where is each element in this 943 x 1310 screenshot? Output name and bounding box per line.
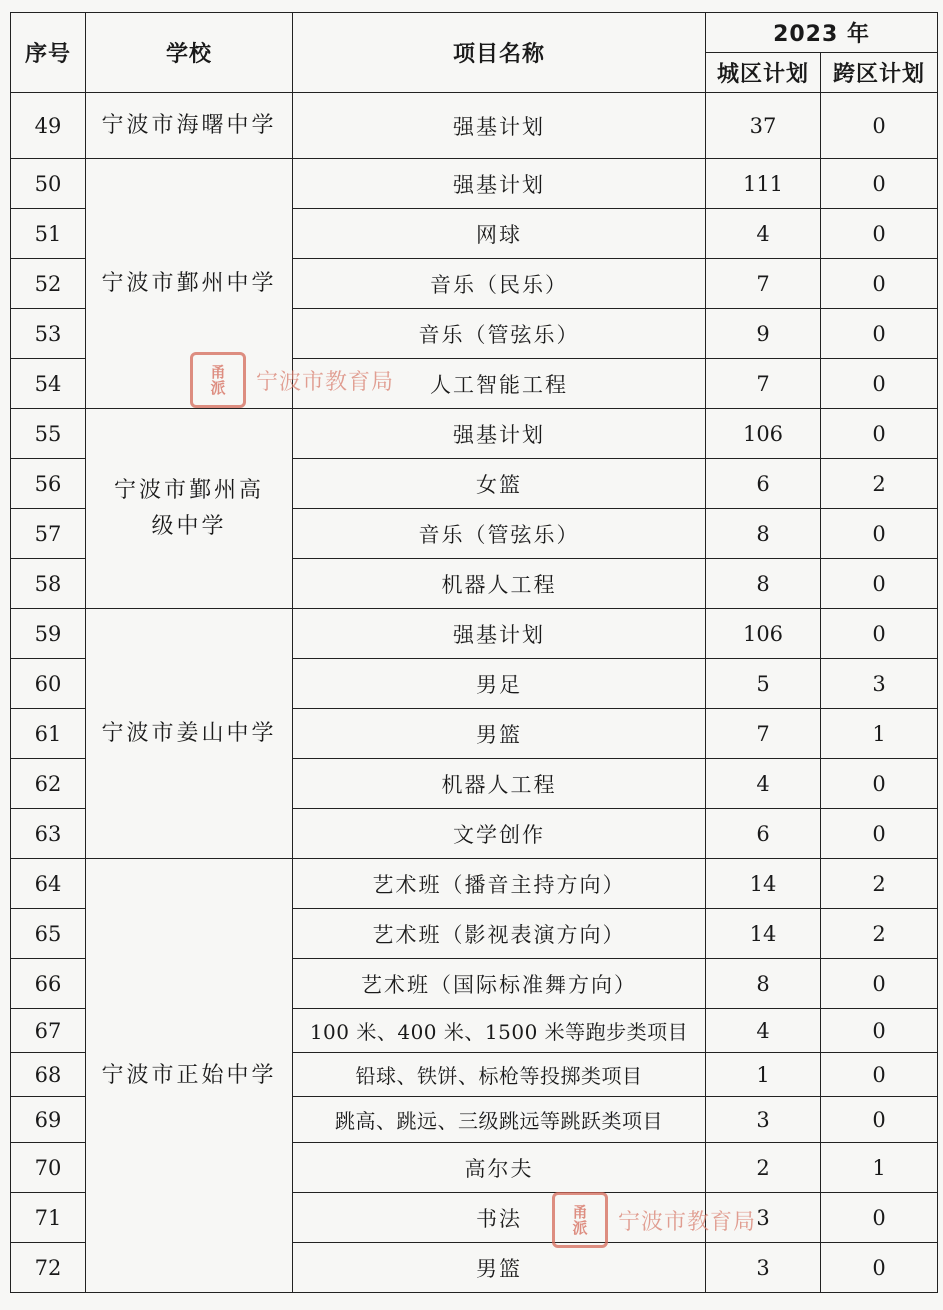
cell-school [86, 609, 293, 859]
cell-project: 机器人工程 [293, 559, 706, 609]
cell-project: 强基计划 [293, 409, 706, 459]
cell-city-plan: 3 [706, 1097, 821, 1143]
cell-seq: 63 [11, 809, 86, 859]
cell-school [86, 859, 293, 1293]
cell-city-plan: 7 [706, 259, 821, 309]
school-name: 宁波市海曙中学 [101, 112, 277, 138]
cell-seq: 55 [11, 409, 86, 459]
cell-city-plan: 8 [706, 559, 821, 609]
cell-project: 跳高、跳远、三级跳远等跳跃类项目 [293, 1097, 706, 1143]
cell-project: 女篮 [293, 459, 706, 509]
cell-seq: 61 [11, 709, 86, 759]
cell-city-plan: 2 [706, 1143, 821, 1193]
cell-cross-plan: 0 [821, 1053, 938, 1097]
cell-city-plan: 5 [706, 659, 821, 709]
cell-seq: 53 [11, 309, 86, 359]
table-row [11, 159, 938, 209]
cell-cross-plan: 2 [821, 909, 938, 959]
cell-seq: 51 [11, 209, 86, 259]
cell-cross-plan: 0 [821, 609, 938, 659]
cell-project: 文学创作 [293, 809, 706, 859]
cell-city-plan: 4 [706, 209, 821, 259]
watermark-seal-icon: 甬 派 [190, 352, 246, 408]
cell-city-plan: 106 [706, 409, 821, 459]
cell-project: 音乐（管弦乐） [293, 309, 706, 359]
cell-project: 音乐（管弦乐） [293, 509, 706, 559]
cell-cross-plan: 1 [821, 709, 938, 759]
cell-city-plan: 111 [706, 159, 821, 209]
cell-seq: 65 [11, 909, 86, 959]
cell-cross-plan: 2 [821, 859, 938, 909]
cell-project: 艺术班（国际标准舞方向） [293, 959, 706, 1009]
cell-seq: 56 [11, 459, 86, 509]
cell-seq: 66 [11, 959, 86, 1009]
cell-project: 强基计划 [293, 159, 706, 209]
cell-cross-plan: 0 [821, 559, 938, 609]
cell-city-plan: 9 [706, 309, 821, 359]
cell-city-plan: 1 [706, 1053, 821, 1097]
cell-seq: 67 [11, 1009, 86, 1053]
cell-city-plan: 4 [706, 1009, 821, 1053]
cell-cross-plan: 0 [821, 159, 938, 209]
cell-seq: 59 [11, 609, 86, 659]
cell-cross-plan: 0 [821, 959, 938, 1009]
cell-cross-plan: 0 [821, 359, 938, 409]
cell-project: 100 米、400 米、1500 米等跑步类项目 [293, 1009, 706, 1053]
cell-city-plan: 3 [706, 1193, 821, 1243]
cell-seq: 50 [11, 159, 86, 209]
watermark-text: 宁波市教育局 [618, 1209, 757, 1235]
cell-cross-plan: 1 [821, 1143, 938, 1193]
cell-city-plan: 7 [706, 359, 821, 409]
table-row [11, 409, 938, 459]
header-school: 学校 [86, 13, 293, 93]
cell-project: 网球 [293, 209, 706, 259]
cell-project: 铅球、铁饼、标枪等投掷类项目 [293, 1053, 706, 1097]
cell-cross-plan: 0 [821, 1097, 938, 1143]
cell-school [86, 159, 293, 409]
cell-seq: 52 [11, 259, 86, 309]
school-name: 宁波市姜山中学 [101, 720, 277, 746]
cell-cross-plan: 2 [821, 459, 938, 509]
cell-city-plan: 4 [706, 759, 821, 809]
cell-cross-plan: 0 [821, 1243, 938, 1293]
cell-seq: 49 [11, 93, 86, 159]
cell-city-plan: 37 [706, 93, 821, 159]
cell-city-plan: 14 [706, 909, 821, 959]
table-body [11, 93, 938, 1293]
cell-cross-plan: 0 [821, 209, 938, 259]
cell-cross-plan: 0 [821, 93, 938, 159]
school-name: 宁波市鄞州中学 [101, 270, 277, 296]
watermark-seal-icon: 甬 派 [552, 1192, 608, 1248]
cell-seq: 68 [11, 1053, 86, 1097]
table-row [11, 609, 938, 659]
cell-cross-plan: 0 [821, 509, 938, 559]
cell-seq: 64 [11, 859, 86, 909]
cell-cross-plan: 0 [821, 409, 938, 459]
header-cross-plan: 跨区计划 [821, 53, 938, 93]
watermark-text: 宁波市教育局 [256, 369, 395, 395]
cell-seq: 71 [11, 1193, 86, 1243]
header-project: 项目名称 [293, 13, 706, 93]
cell-city-plan: 3 [706, 1243, 821, 1293]
cell-city-plan: 8 [706, 509, 821, 559]
cell-cross-plan: 3 [821, 659, 938, 709]
cell-cross-plan: 0 [821, 259, 938, 309]
cell-project: 音乐（民乐） [293, 259, 706, 309]
header-year: 2023 年 [706, 13, 938, 53]
school-name: 宁波市正始中学 [101, 1062, 277, 1088]
cell-seq: 60 [11, 659, 86, 709]
cell-project: 书法 [293, 1193, 706, 1243]
cell-city-plan: 106 [706, 609, 821, 659]
cell-project: 强基计划 [293, 609, 706, 659]
cell-seq: 58 [11, 559, 86, 609]
header-seq: 序号 [11, 13, 86, 93]
table-row [11, 859, 938, 909]
cell-city-plan: 6 [706, 459, 821, 509]
cell-seq: 57 [11, 509, 86, 559]
cell-project: 艺术班（影视表演方向） [293, 909, 706, 959]
cell-cross-plan: 0 [821, 759, 938, 809]
table-row [11, 93, 938, 159]
cell-project: 人工智能工程 [293, 359, 706, 409]
cell-city-plan: 8 [706, 959, 821, 1009]
cell-city-plan: 14 [706, 859, 821, 909]
cell-project: 强基计划 [293, 93, 706, 159]
cell-project: 男篮 [293, 1243, 706, 1293]
cell-project: 男篮 [293, 709, 706, 759]
cell-city-plan: 7 [706, 709, 821, 759]
cell-school [86, 409, 293, 609]
header-row-1 [11, 13, 938, 53]
cell-seq: 54 [11, 359, 86, 409]
cell-project: 艺术班（播音主持方向） [293, 859, 706, 909]
cell-seq: 70 [11, 1143, 86, 1193]
cell-cross-plan: 0 [821, 809, 938, 859]
cell-cross-plan: 0 [821, 1193, 938, 1243]
cell-city-plan: 6 [706, 809, 821, 859]
admission-plan-table [10, 12, 938, 1293]
cell-project: 机器人工程 [293, 759, 706, 809]
cell-cross-plan: 0 [821, 309, 938, 359]
cell-project: 高尔夫 [293, 1143, 706, 1193]
school-name: 宁波市鄞州高级中学 [113, 477, 264, 539]
cell-school [86, 93, 293, 159]
cell-project: 男足 [293, 659, 706, 709]
cell-seq: 62 [11, 759, 86, 809]
cell-seq: 72 [11, 1243, 86, 1293]
cell-cross-plan: 0 [821, 1009, 938, 1053]
header-city-plan: 城区计划 [706, 53, 821, 93]
cell-seq: 69 [11, 1097, 86, 1143]
